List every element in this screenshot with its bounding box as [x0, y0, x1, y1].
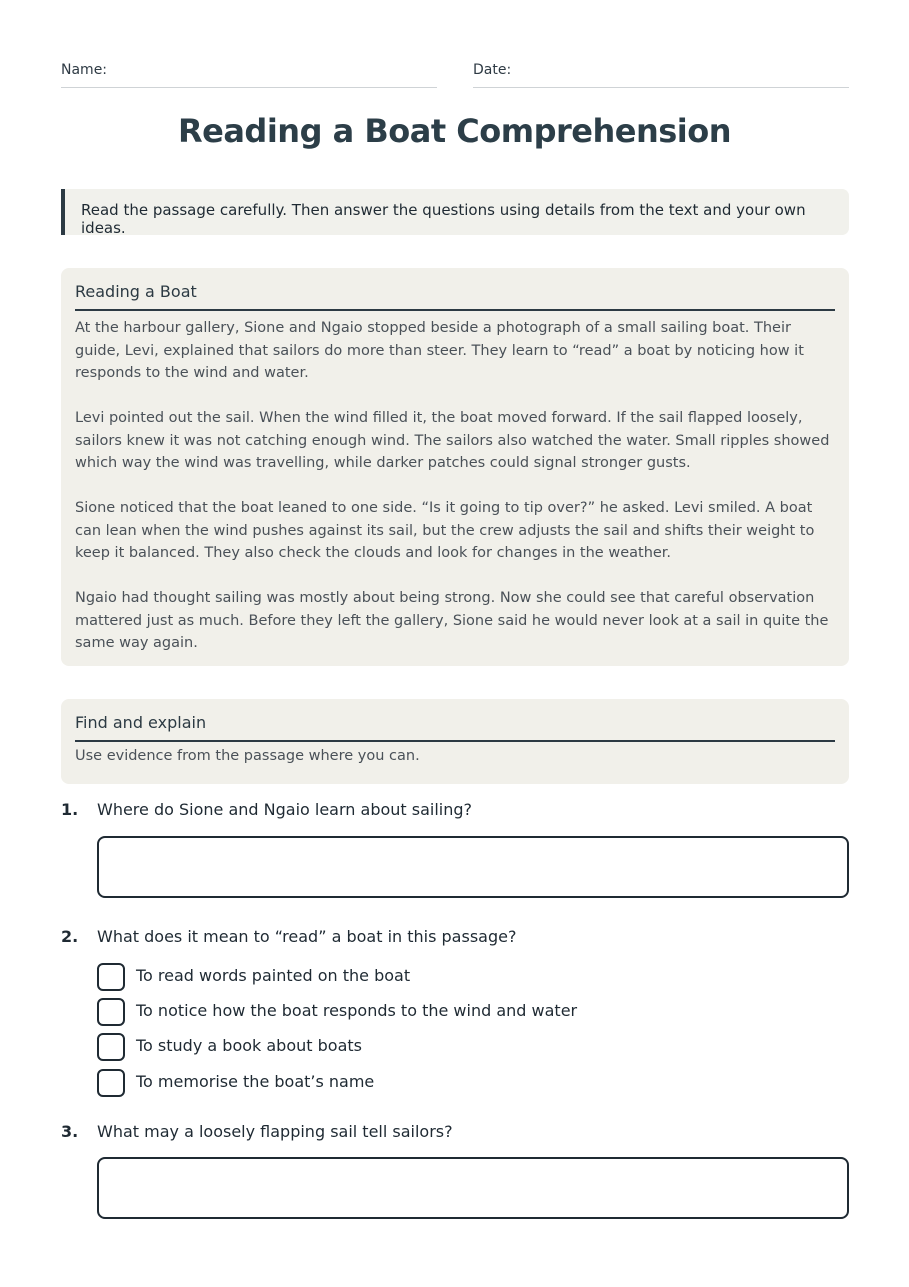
name-label: Name:	[61, 62, 108, 78]
option-label: To notice how the boat responds to the wind and water	[136, 1001, 578, 1020]
passage-paragraph: Sione noticed that the boat leaned to one side. “Is it going to tip over?” he asked. Levi smiled. A boat can lean when the wind pushes against its sail, but the crew adjusts the sail and shifts their weight to keep it balanced. They also check the clouds and look for changes in the weather.	[75, 500, 815, 561]
answer-box-3[interactable]	[97, 1157, 849, 1219]
passage-body	[75, 317, 835, 655]
section-header-box	[61, 699, 849, 784]
checkbox[interactable]	[97, 998, 125, 1026]
answer-box-1[interactable]	[97, 836, 849, 898]
passage-paragraph: Ngaio had thought sailing was mostly about being strong. Now she could see that careful observation mattered just as much. Before they left the gallery, Sione said he would never look at a sail in quite the same way again.	[75, 590, 829, 651]
question-text: Where do Sione and Ngaio learn about sailing?	[97, 800, 473, 819]
checkbox[interactable]	[97, 963, 125, 991]
question-text: What may a loosely flapping sail tell sailors?	[97, 1122, 453, 1141]
question-text: What does it mean to “read” a boat in this passage?	[97, 927, 517, 946]
date-label: Date:	[473, 62, 512, 78]
section-heading: Find and explain	[75, 713, 835, 742]
section-subtitle: Use evidence from the passage where you can.	[75, 748, 420, 764]
checkbox[interactable]	[97, 1033, 125, 1061]
option-label: To read words painted on the boat	[136, 966, 411, 985]
date-field[interactable]	[473, 60, 849, 88]
question-number: 3.	[61, 1122, 79, 1141]
passage-heading: Reading a Boat	[75, 282, 835, 311]
option-label: To study a book about boats	[136, 1036, 362, 1055]
passage-box	[61, 268, 849, 666]
passage-paragraph: At the harbour gallery, Sione and Ngaio stopped beside a photograph of a small sailing boat. Their guide, Levi, explained that sailors do more than steer. They learn to “read” a boat by noticing how it responds to the wind and water.	[75, 320, 804, 381]
checkbox[interactable]	[97, 1069, 125, 1097]
instructions-callout: Read the passage carefully. Then answer the questions using details from the text and your own ideas.	[61, 189, 849, 235]
passage-paragraph: Levi pointed out the sail. When the wind filled it, the boat moved forward. If the sail flapped loosely, sailors knew it was not catching enough wind. The sailors also watched the water. Small ripples showed which way the wind was travelling, while darker patches could signal stronger gusts.	[75, 410, 830, 471]
page-title: Reading a Boat Comprehension	[177, 112, 732, 150]
question-number: 1.	[61, 800, 79, 819]
question-number: 2.	[61, 927, 79, 946]
option-label: To memorise the boat’s name	[136, 1072, 375, 1091]
header-fields	[61, 60, 849, 88]
name-field[interactable]	[61, 60, 437, 88]
